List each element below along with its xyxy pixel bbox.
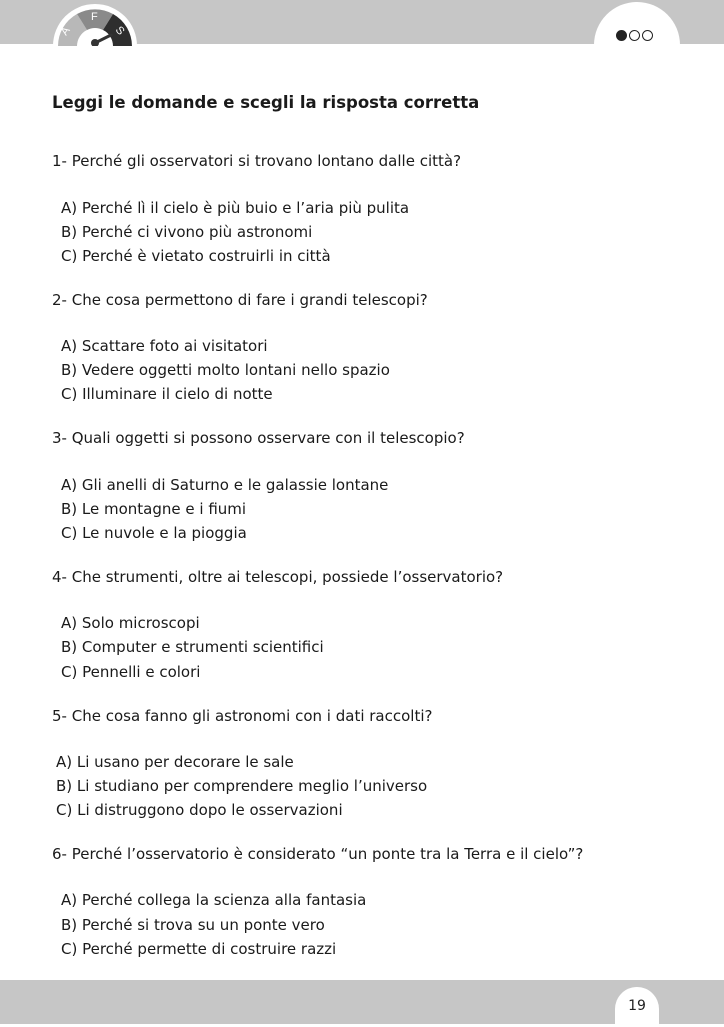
question-5: 5- Che cosa fanno gli astronomi con i dati raccolti? — [52, 707, 433, 725]
question-5-option-c: C) Li distruggono dopo le osservazioni — [56, 801, 343, 819]
question-6: 6- Perché l’osservatorio è considerato “un ponte tra la Terra e il cielo”? — [52, 845, 584, 863]
question-3-option-c: C) Le nuvole e la pioggia — [61, 524, 247, 542]
progress-dots — [616, 30, 653, 41]
page-title: Leggi le domande e scegli la risposta corretta — [52, 93, 480, 112]
page-number: 19 — [628, 998, 646, 1014]
question-4: 4- Che strumenti, oltre ai telescopi, possiede l’osservatorio? — [52, 568, 504, 586]
question-2: 2- Che cosa permettono di fare i grandi telescopi? — [52, 291, 428, 309]
question-4-option-b: B) Computer e strumenti scientifici — [61, 638, 324, 656]
question-1-option-b: B) Perché ci vivono più astronomi — [61, 223, 313, 241]
progress-dot-empty-icon — [629, 30, 640, 41]
gauge-letter-a: A — [58, 24, 73, 38]
gauge-letter-f: F — [91, 11, 98, 23]
question-3: 3- Quali oggetti si possono osservare con il telescopio? — [52, 429, 465, 447]
question-6-option-a: A) Perché collega la scienza alla fantasia — [61, 891, 367, 909]
progress-dot-empty-icon — [642, 30, 653, 41]
question-4-option-a: A) Solo microscopi — [61, 614, 200, 632]
question-6-option-b: B) Perché si trova su un ponte vero — [61, 916, 325, 934]
question-5-option-a: A) Li usano per decorare le sale — [56, 753, 294, 771]
question-1: 1- Perché gli osservatori si trovano lontano dalle città? — [52, 152, 462, 170]
question-1-option-c: C) Perché è vietato costruirli in città — [61, 247, 331, 265]
question-6-option-c: C) Perché permette di costruire razzi — [61, 940, 337, 958]
difficulty-gauge-icon — [49, 0, 141, 46]
question-1-option-a: A) Perché lì il cielo è più buio e l’aria più pulita — [61, 199, 410, 217]
gauge-letter-s: S — [112, 24, 127, 38]
question-3-option-a: A) Gli anelli di Saturno e le galassie lontane — [61, 476, 389, 494]
question-2-option-b: B) Vedere oggetti molto lontani nello spazio — [61, 361, 390, 379]
question-3-option-b: B) Le montagne e i fiumi — [61, 500, 247, 518]
progress-dot-filled-icon — [616, 30, 627, 41]
question-2-option-a: A) Scattare foto ai visitatori — [61, 337, 268, 355]
question-2-option-c: C) Illuminare il cielo di notte — [61, 385, 273, 403]
question-4-option-c: C) Pennelli e colori — [61, 663, 201, 681]
question-5-option-b: B) Li studiano per comprendere meglio l’universo — [56, 777, 428, 795]
